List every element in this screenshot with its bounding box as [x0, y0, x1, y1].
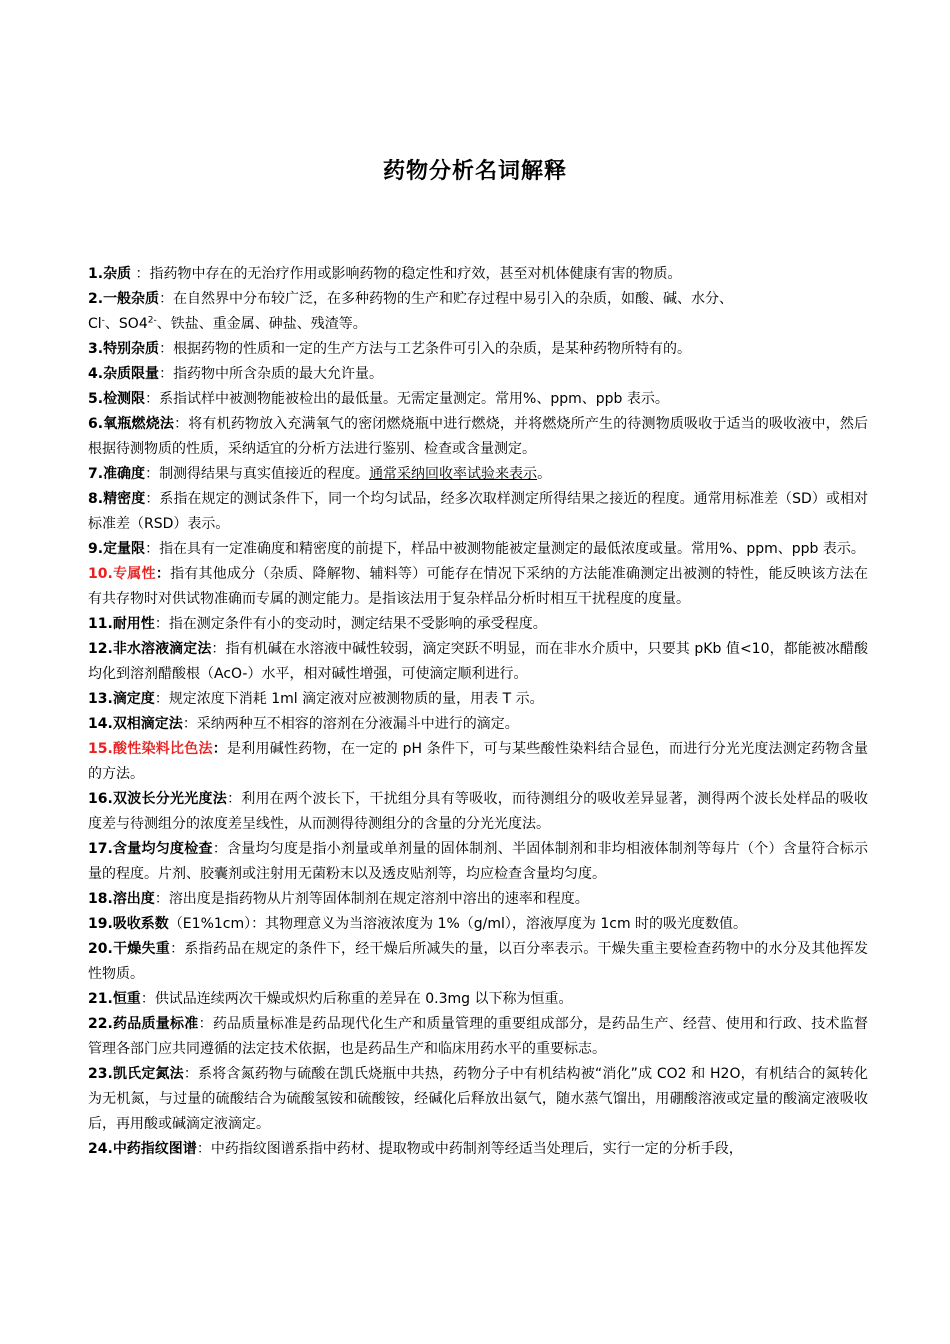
entry-text: 指有机碱在水溶液中碱性较弱，滴定突跃不明显，而在非水介质中，只要其 pKb 值<10，都能被冰醋酸均化到溶剂醋酸根（AcO-）水平，相对碱性增强，可使滴定顺利进行。 [88, 641, 869, 682]
entry-term: 杂质限量 [103, 366, 160, 382]
entry-separator: ： [140, 991, 155, 1007]
entry-text: 系指试样中被测物能被检出的最低量。无需定量测定。常用%、ppm、ppb 表示。 [159, 391, 669, 407]
entry-text: 溶出度是指药物从片剂等固体制剂在规定溶剂中溶出的速率和程度。 [168, 891, 589, 907]
entry-term: 非水溶液滴定法 [112, 641, 212, 657]
definition-entry-21 [88, 987, 868, 1012]
entry-number: 5. [88, 391, 104, 407]
entry-number: 19. [88, 916, 113, 932]
definition-entry-16 [88, 787, 868, 837]
entry-text: 含量均匀度是指小剂量或单剂量的固体制剂、半固体制剂和非均相液体制剂等每片（个）含量符合标示量的程度。片剂、胶囊剂或注射用无菌粉末以及透皮贴剂等，均应检查含量均匀度。 [88, 841, 869, 882]
definition-entry-9 [88, 537, 868, 562]
entry-term: 检测限 [103, 391, 146, 407]
entry-separator: ： [155, 566, 171, 582]
entry-text: 系将含氮药物与硫酸在凯氏烧瓶中共热，药物分子中有机结构被“消化”成 CO2 和 H2O，有机结合的氮转化为无机氮，与过量的硫酸结合为硫酸氢铵和硫酸铵，经碱化后释放出氨气，随水蒸气馏出，用硼酸溶液或定量的酸滴定液吸收后，再用酸或碱滴定液滴定。 [88, 1066, 869, 1132]
entry-separator: ： [154, 891, 169, 907]
entry-term: 一般杂质 [103, 291, 160, 307]
entry-number: 7. [88, 466, 104, 482]
entry-separator: ： [145, 466, 160, 482]
definition-entry-20 [88, 937, 868, 987]
definition-entry-18 [88, 887, 868, 912]
entry-separator: ： [174, 416, 189, 432]
entry-text: 其物理意义为当溶液浓度为 1%（g/ml），溶液厚度为 1cm 时的吸光度数值。 [265, 916, 748, 932]
entry-text: 将有机药物放入充满氧气的密闭燃烧瓶中进行燃烧，并将燃烧所产生的待测物质吸收于适当的吸收液中，然后根据待测物质的性质，采纳适宜的分析方法进行鉴别、检查或含量测定。 [88, 416, 869, 457]
entry-number: 24. [88, 1141, 113, 1157]
entry-term: 杂质 [103, 266, 132, 282]
entry-term-highlighted: 酸性染料比色法 [112, 741, 213, 757]
entry-number: 16. [88, 791, 113, 807]
entry-term: 恒重 [112, 991, 141, 1007]
entry-tail: 。 [537, 466, 552, 482]
entry-separator: ： [154, 691, 169, 707]
entry-text-sulfate: 、SO4 [104, 316, 148, 332]
entry-term: 滴定度 [112, 691, 155, 707]
entry-text: 规定浓度下消耗 1ml 滴定液对应被测物质的量，用表 T 示。 [168, 691, 544, 707]
entry-term: 双相滴定法 [112, 716, 183, 732]
entry-text: 指药物中存在的无治疗作用或影响药物的稳定性和疗效，甚至对机体健康有害的物质。 [149, 266, 682, 282]
definition-entry-14 [88, 712, 868, 737]
entry-number: 20. [88, 941, 113, 957]
definition-entry-23 [88, 1062, 868, 1137]
entry-text: 指在测定条件有小的变动时，测定结果不受影响的承受程度。 [168, 616, 547, 632]
definition-entry-7 [88, 462, 868, 487]
entry-text: 指药物中所含杂质的最大允许量。 [173, 366, 384, 382]
entry-separator: ： [182, 716, 197, 732]
superscript-charge: - [101, 315, 105, 326]
entry-number: 15. [88, 741, 113, 757]
entry-text: 系指在规定的测试条件下，同一个均匀试品，经多次取样测定所得结果之接近的程度。通常用标准差（SD）或相对标准差（RSD）表示。 [88, 491, 869, 532]
entry-number: 17. [88, 841, 113, 857]
entry-number: 3. [88, 341, 104, 357]
definition-entry-1 [88, 262, 868, 287]
entry-text: 制测得结果与真实值接近的程度。 [159, 466, 370, 482]
entry-term: 准确度 [103, 466, 146, 482]
entry-separator: ： [154, 616, 169, 632]
entry-underlined-text: 通常采纳回收率试验来表示 [369, 466, 538, 482]
entry-separator: ： [211, 641, 226, 657]
entry-number: 4. [88, 366, 104, 382]
entry-text: 系指药品在规定的条件下，经干燥后所减失的量，以百分率表示。干燥失重主要检查药物中的水分及其他挥发性物质。 [88, 941, 869, 982]
definition-list [88, 262, 868, 1162]
definition-entry-11 [88, 612, 868, 637]
entry-text: 利用在两个波长下，干扰组分具有等吸收，而待测组分的吸收差异显著，测得两个波长处样品的吸收度差与待测组分的浓度差呈线性，从而测得待测组分的含量的分光光度法。 [88, 791, 869, 832]
entry-text: 指在具有一定准确度和精密度的前提下，样品中被测物能被定量测定的最低浓度或量。常用%、ppm、ppb 表示。 [159, 541, 865, 557]
entry-term: 中药指纹图谱 [112, 1141, 197, 1157]
entry-term: 含量均匀度检查 [112, 841, 213, 857]
entry-text: 中药指纹图谱系指中药材、提取物或中药制剂等经适当处理后，实行一定的分析手段， [210, 1141, 743, 1157]
entry-text-rest: 、铁盐、重金属、砷盐、残渣等。 [156, 316, 367, 332]
entry-separator: ： [145, 391, 160, 407]
definition-entry-15 [88, 737, 868, 787]
entry-term: 吸收系数 [112, 916, 169, 932]
entry-text: 采纳两种互不相容的溶剂在分液漏斗中进行的滴定。 [196, 716, 519, 732]
entry-term-highlighted: 专属性 [112, 566, 156, 582]
entry-text: 指有其他成分（杂质、降解物、辅料等）可能存在情况下采纳的方法能准确测定出被测的特性，能反映该方法在有共存物时对供试物准确而专属的测定能力。是指该法用于复杂样品分析时相互干扰程度的度量。 [88, 566, 869, 607]
entry-number: 11. [88, 616, 113, 632]
entry-text-chloride: Cl [88, 316, 102, 332]
definition-entry-5 [88, 387, 868, 412]
entry-separator: ： [159, 341, 174, 357]
entry-separator: ： [212, 841, 228, 857]
entry-text: 药品质量标准是药品现代化生产和质量管理的重要组成部分，是药品生产、经营、使用和行政、技术监督管理各部门应共同遵循的法定技术依据，也是药品生产和临床用药水平的重要标志。 [88, 1016, 869, 1057]
definition-entry-24 [88, 1137, 868, 1162]
entry-number: 14. [88, 716, 113, 732]
entry-number: 21. [88, 991, 113, 1007]
entry-separator: ： [212, 741, 228, 757]
definition-entry-2 [88, 287, 868, 337]
entry-number: 22. [88, 1016, 113, 1032]
entry-term: 双波长分光光度法 [112, 791, 228, 807]
entry-separator: ： [145, 541, 160, 557]
definition-entry-4 [88, 362, 868, 387]
entry-separator: ： [159, 366, 174, 382]
entry-number: 1. [88, 266, 104, 282]
entry-separator: ： [227, 791, 242, 807]
entry-term: 耐用性 [112, 616, 155, 632]
entry-term: 凯氏定氮法 [112, 1066, 184, 1082]
entry-text: 在自然界中分布较广泛，在多种药物的生产和贮存过程中易引入的杂质，如酸、碱、水分、 [173, 291, 734, 307]
definition-entry-10 [88, 562, 868, 612]
definition-entry-12 [88, 637, 868, 687]
entry-term: 溶出度 [112, 891, 155, 907]
entry-term: 精密度 [103, 491, 146, 507]
entry-term: 氧瓶燃烧法 [103, 416, 175, 432]
entry-term: 特别杂质 [103, 341, 160, 357]
entry-separator: ： [196, 1141, 211, 1157]
definition-entry-13 [88, 687, 868, 712]
entry-text: 根据药物的性质和一定的生产方法与工艺条件可引入的杂质，是某种药物所特有的。 [173, 341, 692, 357]
definition-entry-8 [88, 487, 868, 537]
entry-separator: ： [159, 291, 174, 307]
entry-separator: ： [198, 1016, 213, 1032]
definition-entry-19 [88, 912, 868, 937]
entry-number: 23. [88, 1066, 113, 1082]
definition-entry-3 [88, 337, 868, 362]
entry-term: 干燥失重 [112, 941, 171, 957]
definition-entry-17 [88, 837, 868, 887]
definition-entry-6 [88, 412, 868, 462]
entry-text: 是利用碱性药物，在一定的 pH 条件下，可与某些酸性染料结合显色，而进行分光光度法测定药物含量的方法。 [88, 741, 869, 782]
entry-number: 8. [88, 491, 104, 507]
entry-separator: ： [183, 1066, 199, 1082]
entry-separator: ： [145, 491, 160, 507]
entry-term: 定量限 [103, 541, 146, 557]
entry-number: 6. [88, 416, 104, 432]
document-title: 药物分析名词解释 [382, 159, 567, 184]
entry-separator: ： [131, 266, 150, 282]
entry-text: 供试品连续两次干燥或炽灼后称重的差异在 0.3mg 以下称为恒重。 [154, 991, 573, 1007]
entry-number: 13. [88, 691, 113, 707]
definition-entry-22 [88, 1012, 868, 1062]
entry-term: 药品质量标准 [112, 1016, 199, 1032]
entry-separator: ： [170, 941, 185, 957]
entry-number: 2. [88, 291, 104, 307]
superscript-charge: 2- [147, 315, 157, 326]
entry-separator: （E1%1cm）： [168, 916, 266, 932]
entry-number: 10. [88, 566, 113, 582]
entry-number: 18. [88, 891, 113, 907]
entry-number: 12. [88, 641, 113, 657]
entry-number: 9. [88, 541, 104, 557]
